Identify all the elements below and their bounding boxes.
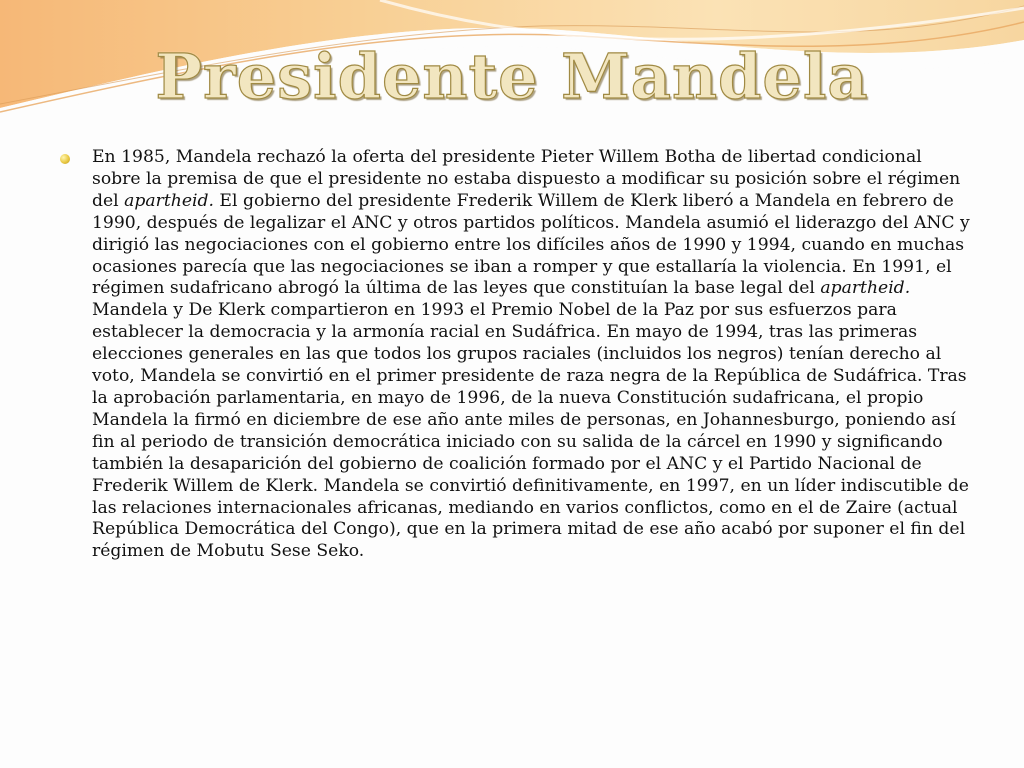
apartheid-term: apartheid. (124, 190, 214, 211)
apartheid-term: apartheid. (820, 278, 911, 299)
body-text-part-3: Mandela y De Klerk compartieron en 1993 el Premio Nobel de la Paz por sus esfuerzos para establecer la democracia y la armonía racial en Sudáfrica. En mayo de 1994, tras las primeras elecciones generales en las que todos los grupos raciales (incluidos los negros) tenían derecho al voto, Mandela se convirtió en el primer presidente de raza negra de la República de Sudáfrica. Tras la aprobación parlamentaria, en mayo de 1996, de la nueva Constitución sudafricana, el propio Mandela la firmó en diciembre de ese año ante miles de personas, en Johannesburgo, poniendo así fin al periodo de transición democrática iniciado con su salida de la cárcel en 1990 y significando también la desaparición del gobierno de coalición formado por el ANC y el Partido Nacional de Frederik Willem de Klerk. Mandela se convirtió definitivamente, en 1997, en un líder indiscutible de las relaciones internacionales africanas, mediando en varios conflictos, como en el de Zaire (actual República Democrática del Congo), que en la primera mitad de ese año acabó por suponer el fin del régimen de Mobutu Sese Seko. (92, 300, 969, 562)
bullet-dot-icon (60, 154, 70, 164)
body-text-part-1: En 1985, Mandela rechazó la oferta del presidente Pieter Willem Botha de libertad condicional sobre la premisa de que el presidente no estaba dispuesto a modificar su posición sobre el régimen del (92, 147, 961, 211)
body-paragraph (92, 147, 970, 563)
slide-title: Presidente Mandela (155, 40, 869, 113)
slide-content (60, 147, 970, 563)
body-text-part-2: El gobierno del presidente Frederik Willem de Klerk liberó a Mandela en febrero de 1990, después de legalizar el ANC y otros partidos políticos. Mandela asumió el liderazgo del ANC y dirigió las negociaciones con el gobierno entre los difíciles años de 1990 y 1994, cuando en muchas ocasiones parecía que las negociaciones se iban a romper y que estallaría la violencia. En 1991, el régimen sudafricano abrogó la última de las leyes que constituían la base legal del (92, 190, 970, 299)
list-item (60, 147, 970, 563)
